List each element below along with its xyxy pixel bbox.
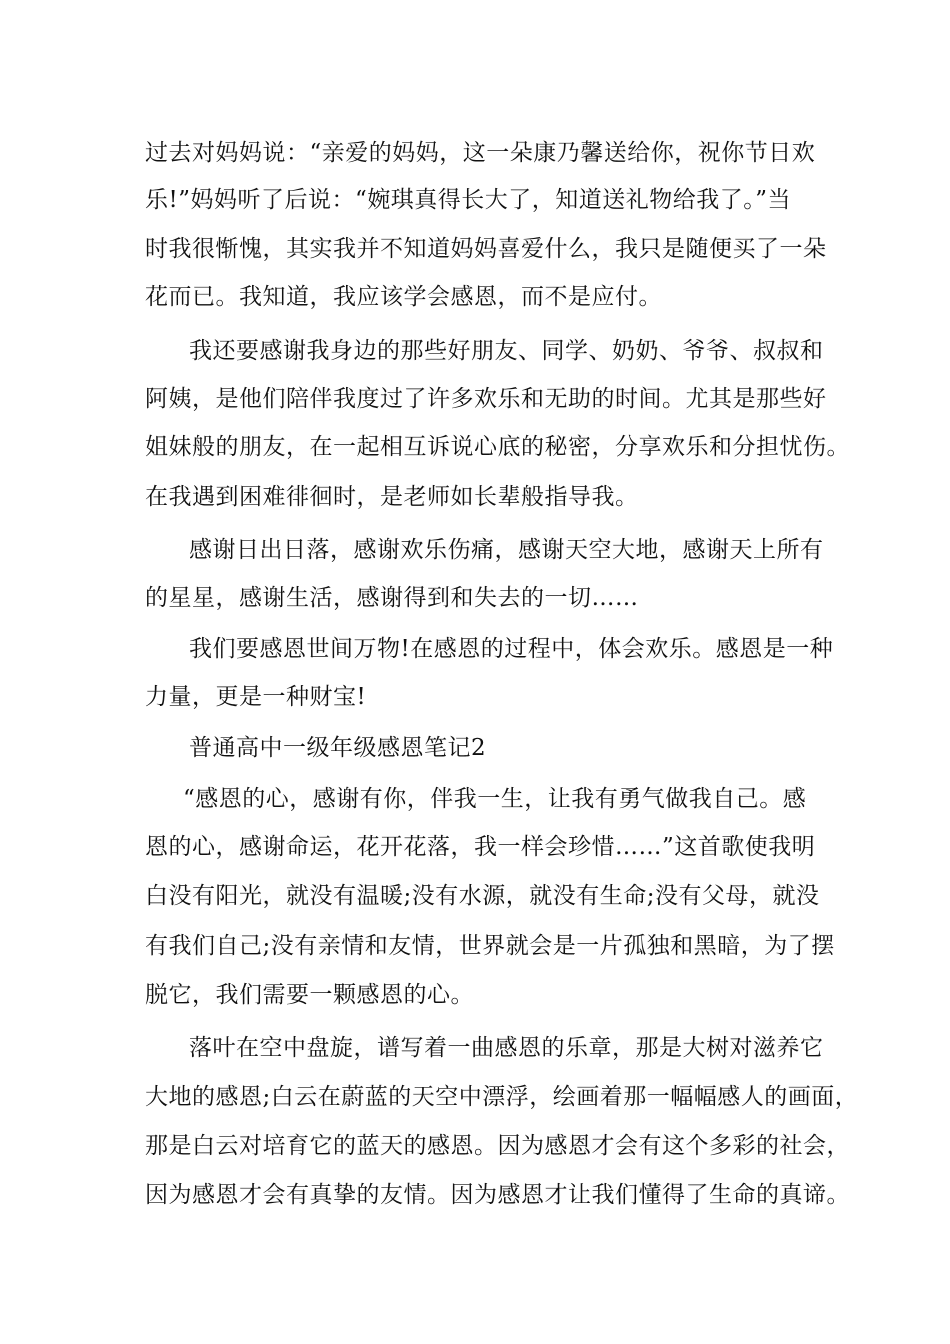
text-line: 过去对妈妈说：“亲爱的妈妈，这一朵康乃馨送给你，祝你节日欢 <box>145 140 816 166</box>
text-line: 在我遇到困难徘徊时，是老师如长辈般指导我。 <box>145 484 639 510</box>
text-line: 有我们自己;没有亲情和友情，世界就会是一片孤独和黑暗，为了摆 <box>145 933 835 959</box>
text-line: 白没有阳光，就没有温暖;没有水源，就没有生命;没有父母，就没 <box>145 883 820 909</box>
text-line: 因为感恩才会有真挚的友情。因为感恩才让我们懂得了生命的真谛。 <box>145 1182 850 1208</box>
text-line: 恩的心，感谢命运，花开花落，我一样会珍惜……”这首歌使我明 <box>145 834 816 860</box>
text-line: 那是白云对培育它的蓝天的感恩。因为感恩才会有这个多彩的社会， <box>145 1133 850 1159</box>
text-line: 感谢日出日落，感谢欢乐伤痛，感谢天空大地，感谢天上所有 <box>189 537 824 563</box>
text-line: 力量，更是一种财宝! <box>145 684 367 710</box>
text-line: 乐!”妈妈听了后说：“婉琪真得长大了，知道送礼物给我了。”当 <box>145 187 792 213</box>
section-heading: 普通高中一级年级感恩笔记2 <box>189 735 487 761</box>
text-line: 时我很惭愧，其实我并不知道妈妈喜爱什么，我只是随便买了一朵 <box>145 236 827 262</box>
text-line: 脱它，我们需要一颗感恩的心。 <box>145 982 474 1008</box>
text-line: 大地的感恩;白云在蔚蓝的天空中漂浮，绘画着那一幅幅感人的画面， <box>145 1084 859 1110</box>
text-line: 姐妹般的朋友，在一起相互诉说心底的秘密，分享欢乐和分担忧伤。 <box>145 434 850 460</box>
text-line: 我还要感谢我身边的那些好朋友、同学、奶奶、爷爷、叔叔和 <box>189 338 824 364</box>
text-line: 阿姨，是他们陪伴我度过了许多欢乐和无助的时间。尤其是那些好 <box>145 386 827 412</box>
text-line: 的星星，感谢生活，感谢得到和失去的一切…… <box>145 585 639 611</box>
text-line: 落叶在空中盘旋，谱写着一曲感恩的乐章，那是大树对滋养它 <box>189 1035 824 1061</box>
text-line: “感恩的心，感谢有你，伴我一生，让我有勇气做我自己。感 <box>183 786 807 812</box>
text-line: 花而已。我知道，我应该学会感恩，而不是应付。 <box>145 284 662 310</box>
text-line: 我们要感恩世间万物!在感恩的过程中，体会欢乐。感恩是一种 <box>189 636 834 662</box>
